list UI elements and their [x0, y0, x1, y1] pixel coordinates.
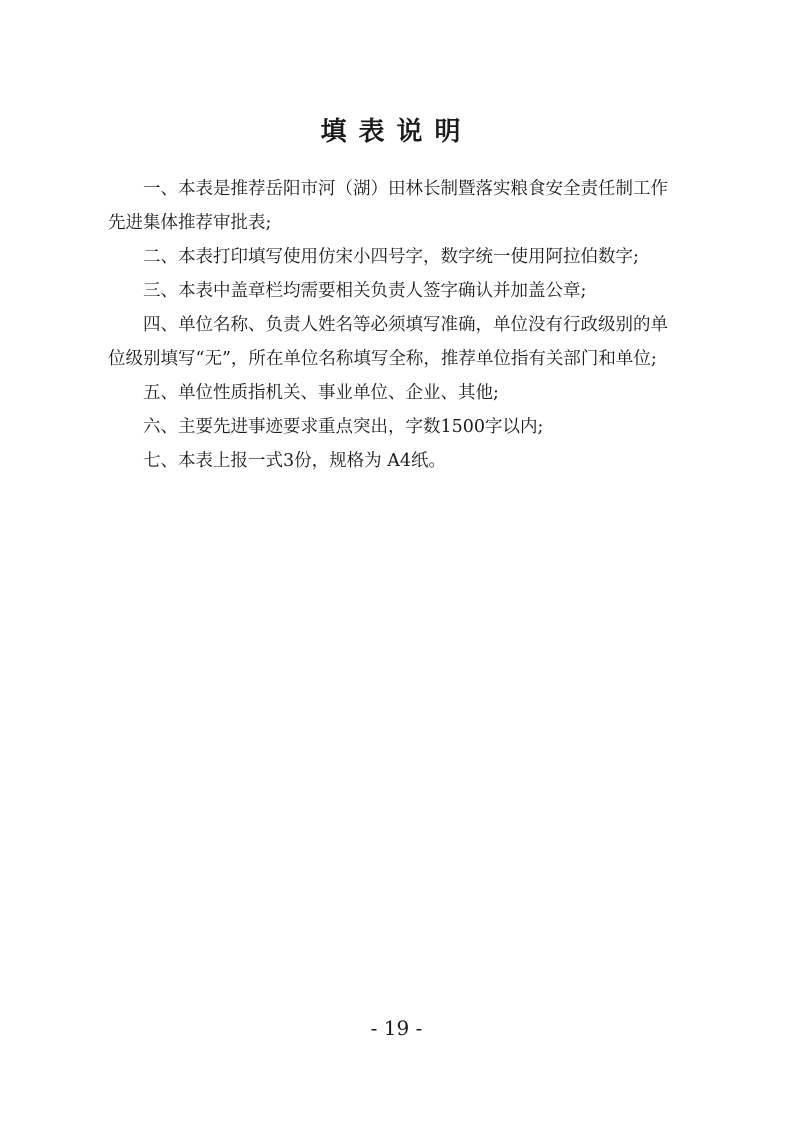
instruction-item-1 [108, 172, 698, 240]
page-number: - 19 - [370, 1016, 423, 1040]
instruction-item-1-line-1: 一、本表是推荐岳阳市河（湖）田林长制暨落实粮食安全责任制工作 [143, 179, 668, 199]
instruction-item-2: 二、本表打印填写使用仿宋小四号字，数字统一使用阿拉伯数字; [143, 247, 639, 267]
instruction-item-6: 六、主要先进事迹要求重点突出，字数1500字以内; [143, 417, 544, 437]
instruction-item-1-line-2: 先进集体推荐审批表; [108, 213, 272, 233]
instruction-item-4 [108, 308, 698, 376]
instruction-item-4-line-1: 四、单位名称、负责人姓名等必须填写准确，单位没有行政级别的单 [143, 315, 668, 335]
instruction-item-7: 七、本表上报一式3份，规格为 A4纸。 [143, 451, 446, 471]
instruction-item-4-line-2: 位级别填写“无”，所在单位名称填写全称，推荐单位指有关部门和单位; [108, 349, 657, 369]
instruction-item-5: 五、单位性质指机关、事业单位、企业、其他; [143, 383, 499, 403]
page-title: 填表说明 [320, 117, 473, 147]
instructions-body [108, 172, 698, 478]
instruction-item-3: 三、本表中盖章栏均需要相关负责人签字确认并加盖公章; [143, 281, 587, 301]
